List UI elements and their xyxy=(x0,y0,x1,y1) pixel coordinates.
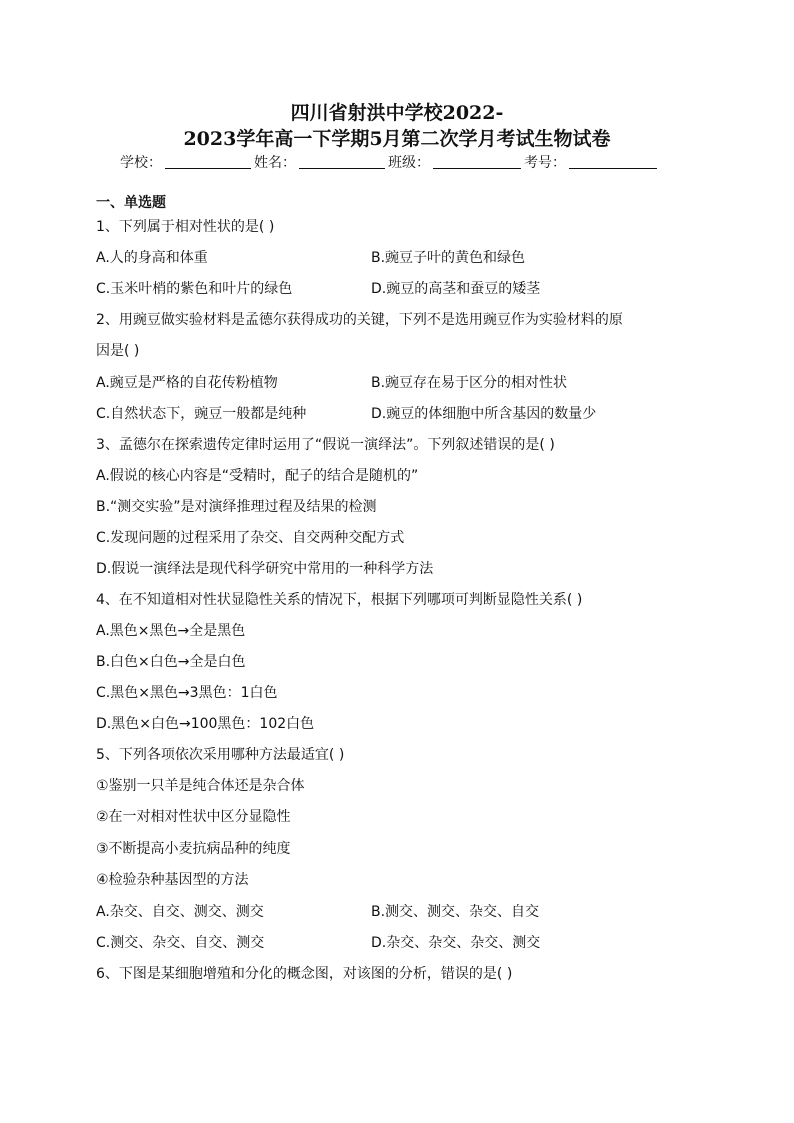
question-1-stem: 1、下列属于相对性状的是( ) xyxy=(96,219,275,235)
question-1-option-c: C.玉米叶梢的紫色和叶片的绿色 xyxy=(96,281,293,297)
title-line-2: 2023学年高一下学期5月第二次学月考试生物试卷 xyxy=(183,128,611,150)
question-3-stem: 3、孟德尔在探索遗传定律时运用了“假说一演绎法”。下列叙述错误的是( ) xyxy=(96,437,555,453)
question-5-item-4: ④检验杂种基因型的方法 xyxy=(96,872,249,888)
question-1-option-d: D.豌豆的高茎和蚕豆的矮茎 xyxy=(371,281,541,297)
number-label: 考号： xyxy=(524,155,566,171)
question-3-option-d: D.假说一演绎法是现代科学研究中常用的一种科学方法 xyxy=(96,561,434,577)
section-heading: 一、单选题 xyxy=(96,195,166,211)
question-5-option-a: A.杂交、自交、测交、测交 xyxy=(96,904,264,920)
title-line-1: 四川省射洪中学校2022- xyxy=(290,102,504,124)
question-2-stem-line-1: 2、用豌豆做实验材料是孟德尔获得成功的关键，下列不是选用豌豆作为实验材料的原 xyxy=(96,312,623,328)
question-5-option-c: C.测交、杂交、自交、测交 xyxy=(96,935,265,951)
question-4-stem: 4、在不知道相对性状显隐性关系的情况下，根据下列哪项可判断显隐性关系( ) xyxy=(96,592,583,608)
class-blank[interactable] xyxy=(433,154,521,169)
question-3-option-a: A.假说的核心内容是“受精时，配子的结合是随机的” xyxy=(96,468,419,484)
question-4-option-c: C.黑色×黑色→3黑色：1白色 xyxy=(96,685,278,701)
question-3-option-b: B.“测交实验”是对演绎推理过程及结果的检测 xyxy=(96,499,377,515)
question-3-option-c: C.发现问题的过程采用了杂交、自交两种交配方式 xyxy=(96,530,405,546)
question-2-stem-line-2: 因是( ) xyxy=(96,343,140,359)
student-info-row xyxy=(120,152,660,172)
question-2-option-b: B.豌豆存在易于区分的相对性状 xyxy=(371,375,568,391)
question-5-item-3: ③不断提高小麦抗病品种的纯度 xyxy=(96,841,291,857)
question-4-option-a: A.黑色×黑色→全是黑色 xyxy=(96,623,246,639)
number-blank[interactable] xyxy=(569,154,657,169)
question-5-option-b: B.测交、测交、杂交、自交 xyxy=(371,904,540,920)
question-5-option-d: D.杂交、杂交、杂交、测交 xyxy=(371,935,541,951)
question-2-option-c: C.自然状态下，豌豆一般都是纯种 xyxy=(96,406,307,422)
question-5-stem: 5、下列各项依次采用哪种方法最适宜( ) xyxy=(96,747,345,763)
question-5-item-2: ②在一对相对性状中区分显隐性 xyxy=(96,809,291,825)
question-6-stem: 6、下图是某细胞增殖和分化的概念图，对该图的分析，错误的是( ) xyxy=(96,966,513,982)
question-2-option-d: D.豌豆的体细胞中所含基因的数量少 xyxy=(371,406,597,422)
school-label: 学校： xyxy=(120,155,162,171)
name-blank[interactable] xyxy=(299,154,385,169)
question-2-option-a: A.豌豆是严格的自花传粉植物 xyxy=(96,375,278,391)
question-4-option-b: B.白色×白色→全是白色 xyxy=(96,654,246,670)
class-label: 班级： xyxy=(388,155,430,171)
school-blank[interactable] xyxy=(165,154,251,169)
question-4-option-d: D.黑色×白色→100黑色：102白色 xyxy=(96,716,315,732)
name-label: 姓名： xyxy=(254,155,296,171)
question-5-item-1: ①鉴别一只羊是纯合体还是杂合体 xyxy=(96,778,305,794)
question-1-option-a: A.人的身高和体重 xyxy=(96,250,208,266)
question-1-option-b: B.豌豆子叶的黄色和绿色 xyxy=(371,250,526,266)
